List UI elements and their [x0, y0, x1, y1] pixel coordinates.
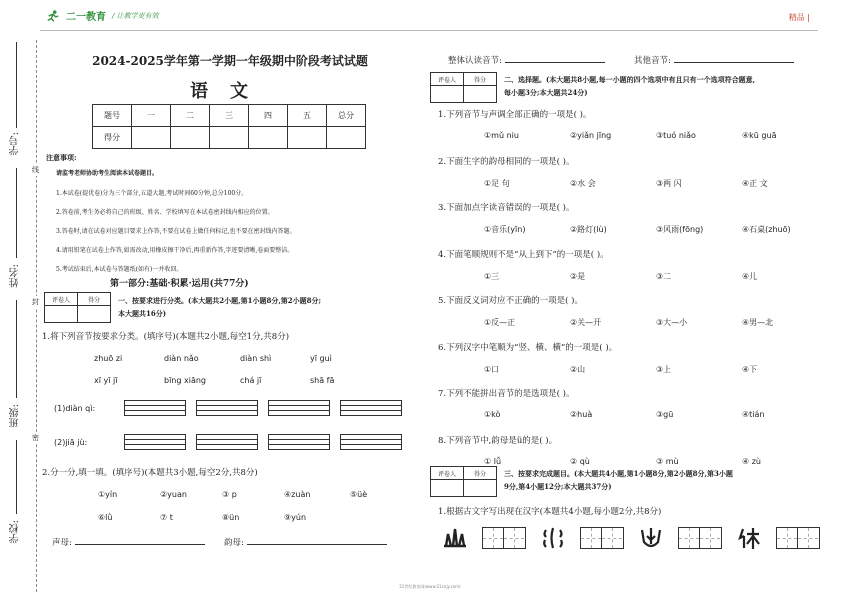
syllable: diàn nǎo [164, 354, 199, 363]
mcq-option[interactable]: ②路灯(lù) [570, 225, 607, 234]
score-cell[interactable] [249, 127, 288, 149]
score-cell[interactable] [464, 86, 497, 103]
grader-label: 评卷人 [431, 467, 464, 480]
mcq-option[interactable]: ③ mù [656, 456, 679, 466]
sub1-writing-boxes [124, 400, 402, 416]
mcq-option[interactable]: ②水 会 [570, 178, 596, 188]
notes-intro: 请监考老师协助考生阅读本试卷题目。 [56, 170, 159, 177]
yunmu-row [224, 536, 387, 548]
mcq-option[interactable]: ③风雨(fōng) [656, 225, 704, 234]
pinyin-box[interactable] [124, 400, 186, 416]
letter-option: ⑤üè [350, 490, 368, 499]
mcq-option[interactable]: ④kū guā [742, 131, 777, 140]
score-cell[interactable] [132, 127, 171, 149]
note-item: 4.请用铅笔在试卷上作答,如需改动,用橡皮擦干净后,再重新作答,字迹要清晰,卷面要整洁。 [56, 247, 294, 254]
mcq-option[interactable]: ④ zù [742, 456, 761, 466]
mcq-options [484, 457, 828, 466]
score-head: 二 [171, 105, 210, 127]
shengmu-label: 声母: [52, 538, 72, 548]
pinyin-box[interactable] [268, 400, 330, 416]
brand-slogan: / 让教学更有效 [112, 11, 159, 20]
tian-cell[interactable] [602, 527, 624, 549]
mcq-question: 1.下列音节与声调全部正确的一项是( )。 [438, 110, 592, 120]
mcq-question: 2.下面生字的韵母相同的一项是( )。 [438, 156, 575, 167]
grader-label: 评卷人 [431, 73, 464, 86]
letter-option: ⑦ t [160, 513, 173, 522]
grader-cell[interactable] [431, 480, 464, 497]
sub2-writing-boxes [124, 434, 402, 450]
yunmu-answer-line[interactable] [247, 544, 387, 545]
score-cell[interactable] [464, 480, 497, 497]
mcq-option[interactable]: ②是 [570, 271, 586, 281]
mcq-option[interactable]: ④tián [742, 410, 765, 419]
section-1-title-line2: 本大题共16分) [118, 309, 167, 318]
seal-char-3: 密 [32, 434, 39, 442]
pinyin-box[interactable] [124, 434, 186, 450]
page-footer: 21世纪教育网(www.21cnjy.com) [399, 584, 461, 589]
letter-option: ⑧ün [222, 513, 240, 522]
score-head: 题号 [93, 105, 132, 127]
tian-cell[interactable] [678, 527, 700, 549]
mcq-option[interactable]: ③两 闪 [656, 178, 682, 188]
mcq-option[interactable]: ②山 [570, 364, 586, 374]
mcq-question: 8.下列音节中,韵母是ü的是( )。 [438, 435, 558, 446]
notes-heading: 注意事项: [46, 153, 77, 162]
mcq-option[interactable]: ①kò [484, 410, 501, 419]
mcq-option[interactable]: ①足 句 [484, 178, 510, 188]
syllables-row-2 [94, 376, 370, 385]
score-row-label: 得分 [93, 127, 132, 149]
pinyin-box[interactable] [196, 434, 258, 450]
syllable: shā fā [310, 376, 335, 385]
score-head: 四 [249, 105, 288, 127]
pinyin-box[interactable] [340, 400, 402, 416]
answer-grid-4[interactable] [776, 527, 820, 549]
answer-grid-3[interactable] [678, 527, 722, 549]
sub1-label: (1)diàn qì: [54, 404, 96, 413]
sub2-label: (2)jiā jù: [54, 438, 88, 447]
mcq-question: 5.下面反义词对应不正确的一项是( )。 [438, 296, 583, 306]
letter-options-row-2 [98, 513, 344, 522]
letter-option: ①yín [98, 490, 118, 499]
section-1-title-line1: 一、按要求进行分类。(本大题共2小题,第1小题8分,第2小题8分; [118, 296, 322, 305]
tian-cell[interactable] [504, 527, 526, 549]
section-3-title-line1: 三、按要求完成题目。(本大题共4小题,第1小题8分,第2小题8分,第3小题 [504, 469, 733, 478]
note-item: 1.本试卷(提优卷)分为三个部分,五道大题,考试时间60分钟,总分100分。 [56, 190, 248, 197]
score-label: 得分 [464, 73, 497, 86]
student-id-label: 学号: [10, 132, 21, 156]
score-label: 得分 [78, 293, 111, 306]
score-table [92, 104, 366, 149]
section-1-title [118, 294, 408, 320]
pinyin-box[interactable] [196, 400, 258, 416]
sec3-q1-text: 1.根据古文字写出现在汉字(本题共4小题,每小题2分,共8分) [438, 507, 662, 517]
mcq-options [484, 271, 828, 282]
exam-title: 2024-2025学年第一学期一年级期中阶段考试试题 [92, 54, 368, 68]
letter-options-row-1 [98, 490, 390, 499]
q1-text: 1.将下列音节按要求分类。(填序号)(本题共2小题,每空1分,共8分) [42, 332, 290, 342]
ancient-char-row [442, 526, 820, 550]
mcq-option[interactable]: ④石桌(zhuō) [742, 225, 791, 234]
note-item: 3.答卷时,请在试卷对应题目要求上作答,不要在试卷上做任何标记,也不要在密封线内答题。 [56, 228, 296, 235]
mcq-option[interactable]: ①mǔ niu [484, 131, 519, 140]
syllables-row-1 [94, 354, 370, 363]
mcq-option[interactable]: ③二 [656, 271, 672, 281]
brand-logo [46, 8, 159, 23]
syllable: zhuō zi [94, 354, 123, 363]
yunmu-label: 韵母: [224, 538, 244, 548]
mcq-options [484, 410, 828, 419]
score-head: 一 [132, 105, 171, 127]
mcq-option[interactable]: ④下 [742, 364, 758, 374]
pinyin-box[interactable] [268, 434, 330, 450]
tian-cell[interactable] [700, 527, 722, 549]
mcq-options [484, 317, 828, 328]
grader-cell[interactable] [431, 86, 464, 103]
part-one-heading: 第一部分:基础·积累·运用(共77分) [110, 279, 249, 289]
mcq-option[interactable]: ②huà [570, 410, 593, 419]
grader-box-3 [430, 466, 497, 497]
tian-cell[interactable] [580, 527, 602, 549]
syllable: diàn shì [240, 354, 272, 363]
mcq-option[interactable]: ①反—正 [484, 318, 516, 327]
score-cell[interactable] [171, 127, 210, 149]
reading-syllables-label: 整体认读音节: [448, 56, 502, 66]
mcq-question: 4.下面笔顺规则不是“从上到下”的一项是( )。 [438, 249, 609, 260]
mcq-options [484, 131, 828, 140]
section-2-title-line2: 每小题3分;本大题共24分) [504, 88, 588, 97]
reading-syllables-row [448, 54, 605, 66]
score-cell[interactable] [210, 127, 249, 149]
other-syllables-label: 其他音节: [634, 56, 671, 66]
answer-grid-2[interactable] [580, 527, 624, 549]
mcq-option[interactable]: ①口 [484, 364, 500, 374]
reading-syllables-line[interactable] [505, 62, 605, 63]
header-divider [40, 30, 818, 31]
letter-option: ④zuàn [284, 490, 311, 499]
section-2-title-line1: 二、选择题。(本大题共8小题,每一小题的四个选项中有且只有一个选项符合题意, [504, 75, 756, 84]
mcq-question: 7.下列不能拼出音节的是选项是( )。 [438, 389, 575, 399]
letter-option: ⑨yún [284, 513, 307, 522]
ancient-water-icon [540, 526, 566, 550]
grader-box-1 [44, 292, 111, 323]
subject-title: 语文 [190, 81, 270, 102]
mcq-option[interactable]: ②关—开 [570, 318, 602, 327]
student-id-line [16, 42, 18, 128]
mcq-question: 6.下列汉字中笔顺为“竖、横、横”的一项是( )。 [438, 342, 618, 353]
tian-cell[interactable] [798, 527, 820, 549]
note-item: 5.考试结束后,本试卷与答题纸(如有)一并收回。 [56, 266, 183, 273]
score-head: 三 [210, 105, 249, 127]
score-cell[interactable] [288, 127, 327, 149]
ancient-tree-icon [736, 526, 762, 550]
class-label: 班级: [10, 404, 21, 428]
note-item: 2.答卷前,考生务必将自己的班级、姓名、学校填写在本试卷密封线内相应的位置。 [56, 209, 274, 216]
name-line [16, 168, 18, 258]
mcq-option[interactable]: ④正 文 [742, 178, 768, 188]
mcq-question: 3.下面加点字读音错误的一项是( )。 [438, 203, 575, 213]
mcq-option[interactable]: ③tuó niǎo [656, 131, 696, 140]
brand-name: 二一教育 [66, 12, 106, 23]
grader-label: 评卷人 [45, 293, 78, 306]
mcq-options [484, 364, 828, 375]
corner-tag: 精品 | [788, 13, 810, 22]
name-label: 姓名: [10, 264, 21, 288]
grader-box-2 [430, 72, 497, 103]
other-syllables-row [634, 54, 794, 66]
syllable: chá jī [240, 376, 262, 385]
mcq-option[interactable]: ③gū [656, 410, 674, 419]
syllable: yī guì [310, 354, 332, 363]
letter-option: ②yuan [160, 490, 187, 499]
shengmu-answer-line[interactable] [75, 544, 205, 545]
score-label: 得分 [464, 467, 497, 480]
mcq-option[interactable]: ②yiǎn jīng [570, 131, 612, 140]
slogan-text: 让教学更有效 [116, 11, 159, 20]
section-2-title [504, 73, 834, 99]
syllable: bīng xiāng [164, 376, 206, 385]
q2-text: 2.分一分,填一填。(填序号)(本题共3小题,每空2分,共8分) [42, 468, 258, 478]
section-3-title [504, 467, 834, 493]
seal-char-1: 线 [32, 166, 39, 174]
shengmu-row [52, 536, 205, 548]
mcq-option[interactable]: ① lǚ [484, 456, 502, 466]
mcq-option[interactable]: ④男—北 [742, 318, 774, 327]
seal-char-2: 封 [32, 298, 39, 306]
mcq-option[interactable]: ③上 [656, 364, 672, 374]
class-line [16, 300, 18, 398]
mcq-option[interactable]: ② qù [570, 456, 590, 466]
letter-option: ⑥lǜ [98, 513, 113, 522]
answer-grid-1[interactable] [482, 527, 526, 549]
ancient-mountain-icon [442, 526, 468, 550]
letter-option: ③ p [222, 490, 237, 499]
mcq-option[interactable]: ③大—小 [656, 318, 688, 327]
score-head: 五 [288, 105, 327, 127]
exam-notes [46, 152, 386, 279]
score-cell[interactable] [327, 127, 366, 149]
school-label: 学校: [10, 520, 21, 544]
score-value-row [93, 127, 366, 149]
score-header-row [93, 105, 366, 127]
ancient-fire-icon [638, 526, 664, 550]
grader-cell[interactable] [45, 306, 78, 323]
seal-line [36, 40, 37, 592]
score-cell[interactable] [78, 306, 111, 323]
pinyin-box[interactable] [340, 434, 402, 450]
mcq-options [484, 178, 828, 189]
mcq-option[interactable]: ①三 [484, 271, 500, 281]
mcq-options [484, 224, 828, 235]
other-syllables-line[interactable] [674, 62, 794, 63]
mcq-option[interactable]: ①音乐(yīn) [484, 225, 526, 234]
school-line [16, 440, 18, 514]
score-head: 总分 [327, 105, 366, 127]
syllable: xī yī jī [94, 376, 118, 385]
tian-cell[interactable] [482, 527, 504, 549]
mcq-option[interactable]: ④儿 [742, 271, 758, 281]
tian-cell[interactable] [776, 527, 798, 549]
runner-icon [46, 9, 60, 23]
section-3-title-line2: 9分,第4小题12分;本大题共37分) [504, 482, 612, 491]
